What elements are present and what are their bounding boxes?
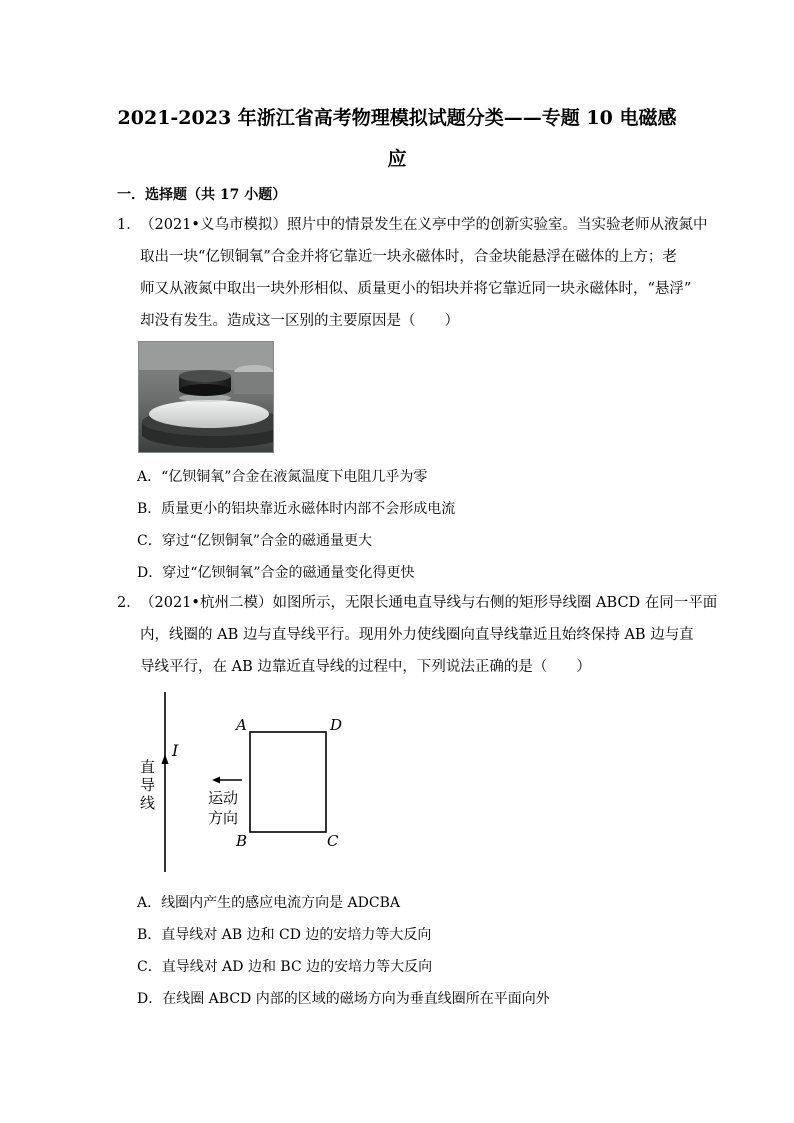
- option-d: D．在线圈 ABCD 内部的区域的磁场方向为垂直线圈所在平面向外: [137, 991, 550, 1007]
- question-2-stem: 2．（2021•杭州二模）如图所示，无限长通电直导线与右侧的矩形导线圈 ABCD 在同一平面 内，线圈的 AB 边与直导线平行。现用外力使线圈向直导线靠近且始终保持 AB 边与直 导线平行，在 AB 边靠近直导线的过程中，下列说法正确的是（ ）: [117, 587, 677, 683]
- motion-arrow-icon: [212, 777, 220, 784]
- corner-b: B: [236, 832, 248, 850]
- corner-c: C: [327, 832, 339, 850]
- levitation-photo: [138, 341, 274, 453]
- motion-label-line-1: 运动: [208, 789, 239, 807]
- motion-label-line-2: 方向: [208, 809, 239, 827]
- option-c: C．直导线对 AD 边和 BC 边的安培力等大反向: [137, 959, 433, 975]
- option-d: D．穿过“亿钡铜氧”合金的磁通量变化得更快: [137, 565, 415, 581]
- question-number: 1．: [117, 217, 141, 233]
- wire-label-char-3: 线: [140, 794, 156, 812]
- current-arrow-icon: [162, 754, 169, 764]
- section-heading: 一．选择题（共 17 小题）: [117, 187, 287, 203]
- corner-a: A: [236, 716, 247, 734]
- document-title-continued: 应: [387, 148, 407, 170]
- option-c: C．穿过“亿钡铜氧”合金的磁通量更大: [137, 533, 373, 549]
- coil-abcd: [250, 732, 326, 832]
- current-label: I: [172, 741, 179, 760]
- option-b: B．直导线对 AB 边和 CD 边的安培力等大反向: [137, 927, 432, 943]
- option-b: B．质量更小的铝块靠近永磁体时内部不会形成电流: [137, 501, 456, 517]
- corner-d: D: [330, 716, 343, 734]
- question-1-stem: 1．（2021•义乌市模拟）照片中的情景发生在义亭中学的创新实验室。当实验老师从液氮中 取出一块“亿钡铜氧”合金并将它靠近一块永磁体时，合金块能悬浮在磁体的上方；老 师又从液氮中取出一块外形相似、质量更小的铝块并将它靠近同一块永磁体时，“悬浮” 却没有发生。造成这一区别的主要原因是（ ）: [117, 209, 677, 337]
- wire-loop-diagram: [130, 690, 370, 880]
- document-title: 2021-2023 年浙江省高考物理模拟试题分类——专题 10 电磁感: [117, 107, 677, 129]
- option-a: A．“亿钡铜氧”合金在液氮温度下电阻几乎为零: [137, 469, 428, 485]
- wire-label-char-1: 直: [140, 758, 156, 776]
- wire-label-char-2: 导: [140, 776, 156, 794]
- question-number: 2．: [117, 595, 141, 611]
- option-a: A．线圈内产生的感应电流方向是 ADCBA: [137, 895, 401, 911]
